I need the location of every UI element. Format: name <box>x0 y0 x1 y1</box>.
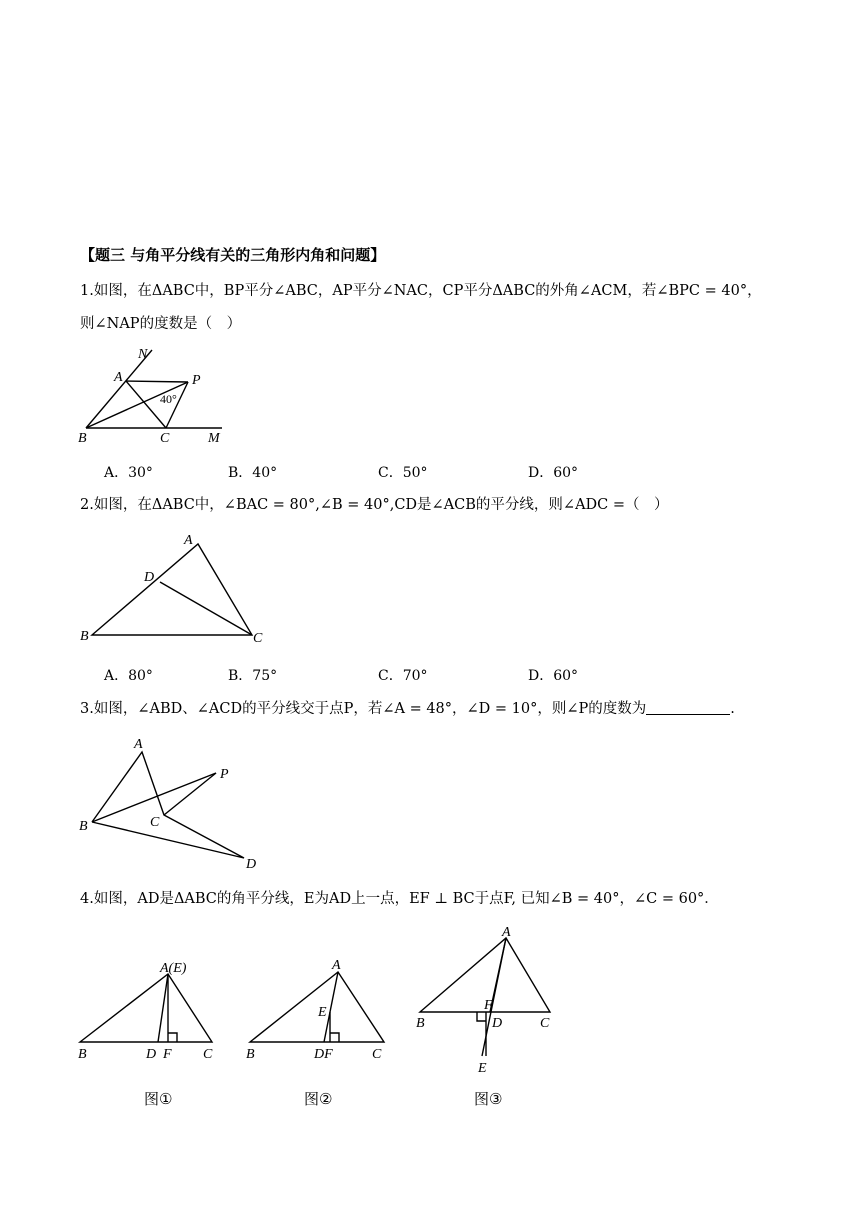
q2-label-d: D <box>144 570 155 585</box>
fig2-label-e: E <box>318 1005 327 1020</box>
fig3-label-e: E <box>478 1061 487 1076</box>
q2-option-a[interactable]: A．80° <box>104 668 153 684</box>
q2-label-a: A <box>184 533 193 548</box>
fig3-label-a: A <box>502 925 511 940</box>
q1-label-c: C <box>160 431 170 446</box>
question-1-line-2: 则∠NAP的度数是（ ） <box>80 316 242 332</box>
fig1-label-b: B <box>78 1047 87 1062</box>
q1-label-m: M <box>208 431 220 446</box>
question-3-end: . <box>730 701 735 717</box>
q2-label-c: C <box>253 631 263 646</box>
question-1-number: 1. <box>80 283 94 299</box>
question-4-number: 4. <box>80 891 94 907</box>
answer-blank[interactable] <box>646 700 730 715</box>
q2-label-b: B <box>80 629 89 644</box>
fig2-label-b: B <box>246 1047 255 1062</box>
q3-label-d: D <box>246 857 257 872</box>
question-2-text: 如图，在ΔABC中，∠BAC = 80°,∠B = 40°,CD是∠ACB的平分线，则∠ADC =（ ） <box>93 497 669 513</box>
q1-label-b: B <box>78 431 87 446</box>
q1-label-p: P <box>192 373 201 388</box>
fig1-label-f: F <box>163 1047 172 1062</box>
fig1-caption: 图① <box>144 1090 173 1108</box>
fig2-label-df: DF <box>314 1047 333 1062</box>
question-3-number: 3. <box>80 701 94 717</box>
q1-option-b[interactable]: B．40° <box>228 465 278 481</box>
q1-angle-label: 40° <box>160 392 177 406</box>
q1-option-a[interactable]: A．30° <box>104 465 153 481</box>
q1-option-d[interactable]: D．60° <box>528 465 579 481</box>
section-title: 【题三 与角平分线有关的三角形内角和问题】 <box>80 246 386 264</box>
question-1-line-1 <box>80 280 762 302</box>
fig3-label-d: D <box>492 1016 503 1031</box>
fig1-label-ae: A(E) <box>160 961 187 976</box>
q3-label-c: C <box>150 815 160 830</box>
fig3-caption: 图③ <box>474 1090 503 1108</box>
question-3-text: 如图，∠ABD、∠ACD的平分线交于点P，若∠A = 48°，∠D = 10°，则∠P的度数为 <box>93 701 647 717</box>
question-2-number: 2. <box>80 497 94 513</box>
question-3-line-1 <box>80 698 735 720</box>
q1-label-a: A <box>114 370 123 385</box>
q3-label-p: P <box>220 767 229 782</box>
q3-label-b: B <box>79 819 88 834</box>
q3-label-a: A <box>134 737 143 752</box>
question-4-line-1 <box>80 888 719 910</box>
fig2-label-a: A <box>332 958 341 973</box>
fig2-label-c: C <box>372 1047 382 1062</box>
fig3-label-f: F <box>484 998 493 1013</box>
q2-option-c[interactable]: C．70° <box>378 668 428 684</box>
fig3-label-b: B <box>416 1016 425 1031</box>
question-1-text: 如图，在ΔABC中，BP平分∠ABC，AP平分∠NAC，CP平分ΔABC的外角∠ACM，若∠BPC = 40°， <box>93 283 762 299</box>
fig1-label-c: C <box>203 1047 213 1062</box>
q2-option-d[interactable]: D．60° <box>528 668 579 684</box>
fig1-label-d: D <box>146 1047 157 1062</box>
question-2-line-1 <box>80 494 669 516</box>
fig2-caption: 图② <box>304 1090 333 1108</box>
fig3-label-c: C <box>540 1016 550 1031</box>
question-4-text: 如图，AD是ΔABC的角平分线，E为AD上一点，EF ⊥ BC于点F, 已知∠B = 40°，∠C = 60°． <box>93 891 719 907</box>
q1-label-n: N <box>138 347 148 362</box>
q2-option-b[interactable]: B．75° <box>228 668 278 684</box>
q1-option-c[interactable]: C．50° <box>378 465 428 481</box>
